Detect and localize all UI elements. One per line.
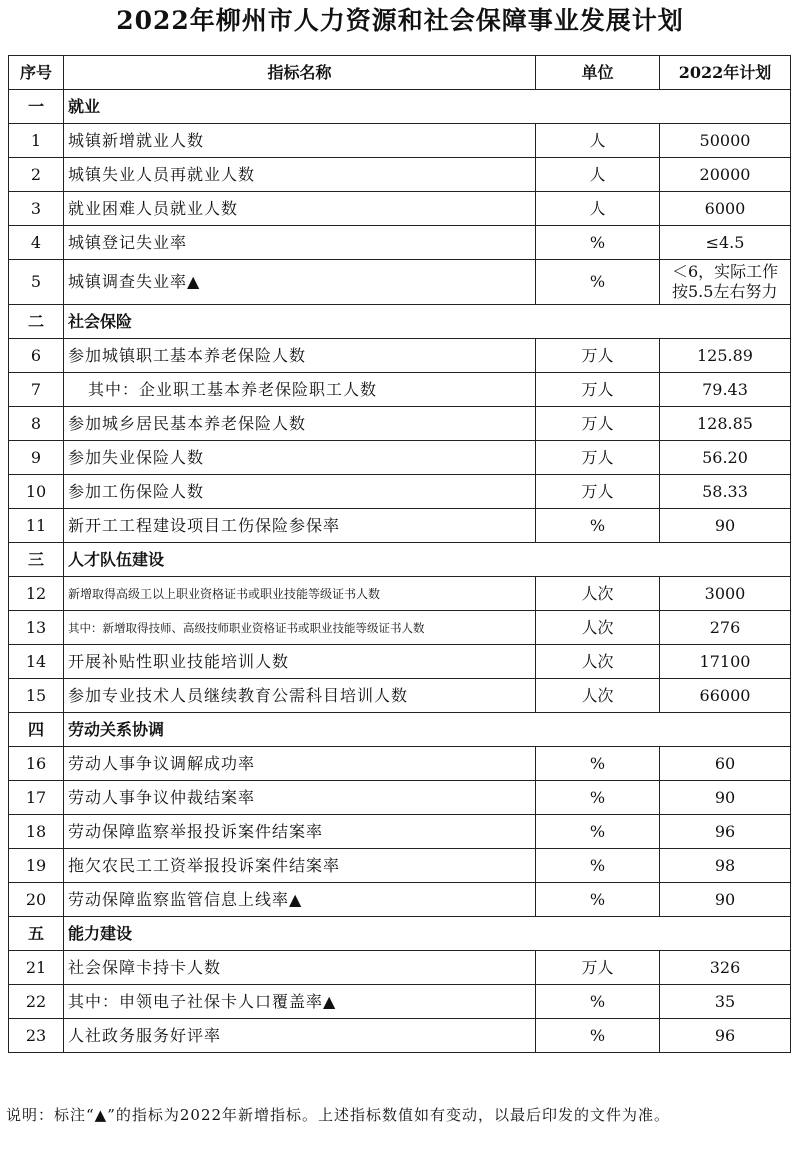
table-row xyxy=(9,951,791,985)
row-seq: 15 xyxy=(9,679,64,713)
row-seq: 9 xyxy=(9,441,64,475)
row-unit: % xyxy=(536,1019,660,1053)
row-plan: 90 xyxy=(660,509,791,543)
row-unit: % xyxy=(536,985,660,1019)
row-name: 社会保障卡持卡人数 xyxy=(64,951,536,985)
table-row xyxy=(9,747,791,781)
row-seq: 23 xyxy=(9,1019,64,1053)
row-unit: 人次 xyxy=(536,611,660,645)
section-row xyxy=(9,917,791,951)
row-seq: 7 xyxy=(9,373,64,407)
row-unit: % xyxy=(536,260,660,305)
row-plan: 58.33 xyxy=(660,475,791,509)
row-plan: 35 xyxy=(660,985,791,1019)
table-row xyxy=(9,883,791,917)
table-row xyxy=(9,679,791,713)
section-label: 能力建设 xyxy=(64,917,791,951)
row-plan: 66000 xyxy=(660,679,791,713)
row-seq: 16 xyxy=(9,747,64,781)
row-name: 城镇登记失业率 xyxy=(64,226,536,260)
plan-table xyxy=(8,55,791,1053)
row-unit: 人次 xyxy=(536,577,660,611)
row-plan: 56.20 xyxy=(660,441,791,475)
table-row xyxy=(9,611,791,645)
row-unit: 万人 xyxy=(536,373,660,407)
row-name: 参加城镇职工基本养老保险人数 xyxy=(64,339,536,373)
row-unit: 人次 xyxy=(536,645,660,679)
table-row xyxy=(9,475,791,509)
row-seq: 13 xyxy=(9,611,64,645)
header-unit: 单位 xyxy=(536,56,660,90)
row-plan: 50000 xyxy=(660,124,791,158)
row-unit: % xyxy=(536,226,660,260)
row-name: 拖欠农民工工资举报投诉案件结案率 xyxy=(64,849,536,883)
row-plan: 98 xyxy=(660,849,791,883)
row-seq: 14 xyxy=(9,645,64,679)
row-name: 劳动人事争议调解成功率 xyxy=(64,747,536,781)
row-name: 新开工工程建设项目工伤保险参保率 xyxy=(64,509,536,543)
header-plan: 2022年计划 xyxy=(660,56,791,90)
row-name: 城镇新增就业人数 xyxy=(64,124,536,158)
header-name: 指标名称 xyxy=(64,56,536,90)
row-name: 其中：申领电子社保卡人口覆盖率▲ xyxy=(64,985,536,1019)
section-row xyxy=(9,543,791,577)
row-seq: 20 xyxy=(9,883,64,917)
row-unit: 万人 xyxy=(536,475,660,509)
section-number: 五 xyxy=(9,917,64,951)
row-plan: 128.85 xyxy=(660,407,791,441)
row-unit: % xyxy=(536,781,660,815)
row-seq: 6 xyxy=(9,339,64,373)
row-plan: 90 xyxy=(660,883,791,917)
row-seq: 8 xyxy=(9,407,64,441)
section-label: 就业 xyxy=(64,90,791,124)
row-plan: 3000 xyxy=(660,577,791,611)
row-seq: 10 xyxy=(9,475,64,509)
table-row xyxy=(9,509,791,543)
row-plan: ≤4.5 xyxy=(660,226,791,260)
section-number: 一 xyxy=(9,90,64,124)
row-name: 其中：企业职工基本养老保险职工人数 xyxy=(64,373,536,407)
table-row xyxy=(9,192,791,226)
table-row xyxy=(9,1019,791,1053)
row-name: 城镇失业人员再就业人数 xyxy=(64,158,536,192)
row-name: 劳动人事争议仲裁结案率 xyxy=(64,781,536,815)
table-row xyxy=(9,407,791,441)
section-row xyxy=(9,90,791,124)
table-row xyxy=(9,645,791,679)
section-number: 三 xyxy=(9,543,64,577)
row-plan: 96 xyxy=(660,815,791,849)
row-seq: 1 xyxy=(9,124,64,158)
row-plan: 6000 xyxy=(660,192,791,226)
table-header-row xyxy=(9,56,791,90)
row-unit: 人次 xyxy=(536,679,660,713)
row-seq: 18 xyxy=(9,815,64,849)
row-seq: 3 xyxy=(9,192,64,226)
section-label: 社会保险 xyxy=(64,305,791,339)
header-seq: 序号 xyxy=(9,56,64,90)
row-unit: 万人 xyxy=(536,951,660,985)
row-seq: 5 xyxy=(9,260,64,305)
row-unit: % xyxy=(536,883,660,917)
row-name: 参加城乡居民基本养老保险人数 xyxy=(64,407,536,441)
table-row xyxy=(9,260,791,305)
section-number: 二 xyxy=(9,305,64,339)
row-name: 城镇调查失业率▲ xyxy=(64,260,536,305)
row-seq: 21 xyxy=(9,951,64,985)
row-seq: 2 xyxy=(9,158,64,192)
table-row xyxy=(9,985,791,1019)
row-unit: % xyxy=(536,747,660,781)
table-row xyxy=(9,577,791,611)
row-seq: 19 xyxy=(9,849,64,883)
table-row xyxy=(9,781,791,815)
section-number: 四 xyxy=(9,713,64,747)
row-plan: 90 xyxy=(660,781,791,815)
row-name: 新增取得高级工以上职业资格证书或职业技能等级证书人数 xyxy=(64,577,536,611)
row-name: 参加专业技术人员继续教育公需科目培训人数 xyxy=(64,679,536,713)
footnote: 说明：标注“▲”的指标为2022年新增指标。上述指标数值如有变动，以最后印发的文件为准。 xyxy=(6,1106,671,1124)
page-title: 2022年柳州市人力资源和社会保障事业发展计划 xyxy=(116,6,684,35)
row-name: 劳动保障监察监管信息上线率▲ xyxy=(64,883,536,917)
row-unit: 人 xyxy=(536,158,660,192)
row-plan: 276 xyxy=(660,611,791,645)
row-name: 劳动保障监察举报投诉案件结案率 xyxy=(64,815,536,849)
table-row xyxy=(9,815,791,849)
row-seq: 11 xyxy=(9,509,64,543)
row-seq: 4 xyxy=(9,226,64,260)
table-row xyxy=(9,158,791,192)
row-unit: % xyxy=(536,509,660,543)
row-unit: 人 xyxy=(536,124,660,158)
row-plan: 60 xyxy=(660,747,791,781)
row-name: 人社政务服务好评率 xyxy=(64,1019,536,1053)
table-row xyxy=(9,373,791,407)
row-unit: 万人 xyxy=(536,407,660,441)
section-label: 人才队伍建设 xyxy=(64,543,791,577)
row-unit: % xyxy=(536,815,660,849)
row-name: 开展补贴性职业技能培训人数 xyxy=(64,645,536,679)
row-unit: 万人 xyxy=(536,441,660,475)
section-row xyxy=(9,713,791,747)
row-plan: 96 xyxy=(660,1019,791,1053)
row-seq: 17 xyxy=(9,781,64,815)
row-name: 其中：新增取得技师、高级技师职业资格证书或职业技能等级证书人数 xyxy=(64,611,536,645)
row-name: 参加失业保险人数 xyxy=(64,441,536,475)
row-plan: 125.89 xyxy=(660,339,791,373)
table-row xyxy=(9,849,791,883)
row-name: 参加工伤保险人数 xyxy=(64,475,536,509)
table-row xyxy=(9,226,791,260)
table-row xyxy=(9,124,791,158)
row-seq: 12 xyxy=(9,577,64,611)
table-row xyxy=(9,441,791,475)
section-label: 劳动关系协调 xyxy=(64,713,791,747)
row-plan: 326 xyxy=(660,951,791,985)
row-plan: ＜6，实际工作按5.5左右努力 xyxy=(660,260,791,305)
row-name: 就业困难人员就业人数 xyxy=(64,192,536,226)
row-unit: % xyxy=(536,849,660,883)
row-plan: 17100 xyxy=(660,645,791,679)
row-plan: 79.43 xyxy=(660,373,791,407)
row-unit: 万人 xyxy=(536,339,660,373)
table-row xyxy=(9,339,791,373)
row-seq: 22 xyxy=(9,985,64,1019)
row-unit: 人 xyxy=(536,192,660,226)
section-row xyxy=(9,305,791,339)
row-plan: 20000 xyxy=(660,158,791,192)
